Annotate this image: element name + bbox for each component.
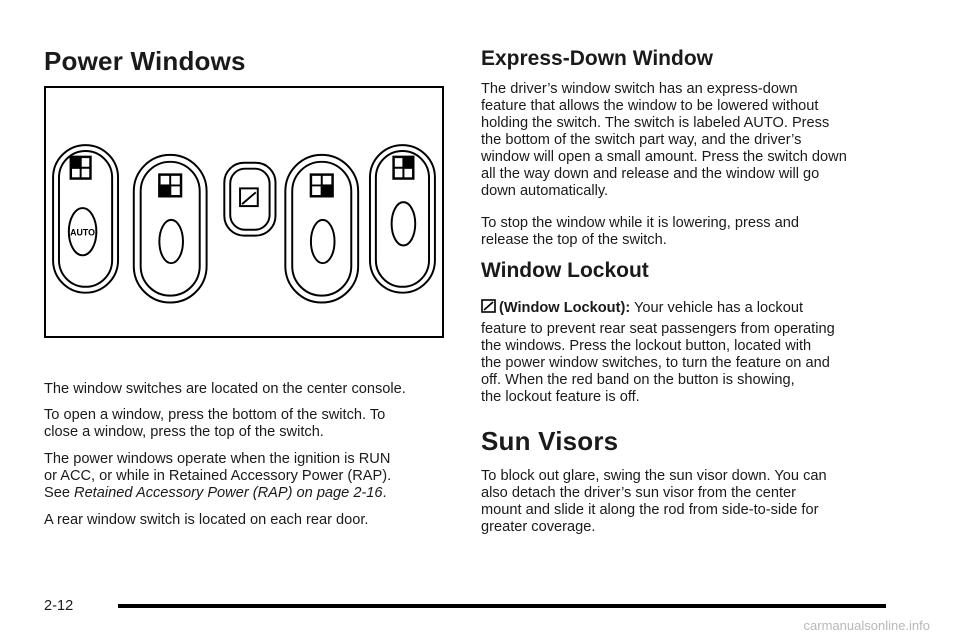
paragraph-ignition-3 <box>44 485 387 502</box>
window-lockout-icon <box>481 299 496 313</box>
page-number: 2-12 <box>44 598 74 614</box>
express-down-line: feature that allows the window to be lowered without <box>481 98 819 114</box>
switch-panel-drawing <box>46 88 442 336</box>
lockout-first-text: Your vehicle has a lockout <box>633 300 804 316</box>
express-down-line: down automatically. <box>481 183 609 199</box>
express-down-line: window will open a small amount. Press the switch down <box>481 149 847 165</box>
section-title-sun-visors: Sun Visors <box>481 426 619 456</box>
stop-window-line: release the top of the switch. <box>481 232 667 248</box>
paragraph-open-close-2: close a window, press the top of the switch. <box>44 424 324 440</box>
lockout-line: the windows. Press the lockout button, located with <box>481 338 812 354</box>
paragraph-location: The window switches are located on the center console. <box>44 381 406 397</box>
lockout-term: (Window Lockout): <box>499 300 631 316</box>
lockout-first-line <box>481 299 803 317</box>
left-rear-window-switch <box>285 155 358 303</box>
period: . <box>382 485 387 501</box>
power-window-switches-illustration <box>44 86 444 338</box>
rap-reference-link[interactable]: Retained Accessory Power (RAP) on page 2-16 <box>74 485 383 501</box>
express-down-line: The driver’s window switch has an express-down <box>481 81 798 97</box>
paragraph-rear-switch: A rear window switch is located on each rear door. <box>44 512 369 528</box>
section-title-express-down: Express-Down Window <box>481 47 713 70</box>
section-title-power-windows: Power Windows <box>44 46 246 76</box>
right-rear-window-switch <box>370 145 435 293</box>
lockout-line: the lockout feature is off. <box>481 389 640 405</box>
lockout-line: off. When the red band on the button is showing, <box>481 372 795 388</box>
lockout-line: feature to prevent rear seat passengers from operating <box>481 321 835 337</box>
auto-label: AUTO <box>70 227 96 238</box>
lockout-line: the power window switches, to turn the feature on and <box>481 355 830 371</box>
sun-visors-line: greater coverage. <box>481 519 596 535</box>
paragraph-ignition-1: The power windows operate when the ignition is RUN <box>44 451 391 467</box>
sun-visors-line: also detach the driver’s sun visor from the center <box>481 485 796 501</box>
passenger-window-switch <box>134 155 207 303</box>
paragraph-ignition-2: or ACC, or while in Retained Accessory Power (RAP). <box>44 468 392 484</box>
window-lockout-button <box>224 163 275 236</box>
see-text: See <box>44 485 75 501</box>
express-down-line: the bottom of the switch part way, and the driver’s <box>481 132 802 148</box>
express-down-line: all the way down and release and the window will go <box>481 166 820 182</box>
driver-window-switch <box>53 145 118 293</box>
sun-visors-line: To block out glare, swing the sun visor down. You can <box>481 468 827 484</box>
sun-visors-line: mount and slide it along the rod from side-to-side for <box>481 502 819 518</box>
watermark: carmanualsonline.info <box>803 618 930 633</box>
stop-window-line: To stop the window while it is lowering, press and <box>481 215 799 231</box>
paragraph-open-close-1: To open a window, press the bottom of the switch. To <box>44 407 386 423</box>
section-title-window-lockout: Window Lockout <box>481 259 649 282</box>
express-down-line: holding the switch. The switch is labeled AUTO. Press <box>481 115 830 131</box>
footer-rule <box>118 604 886 608</box>
